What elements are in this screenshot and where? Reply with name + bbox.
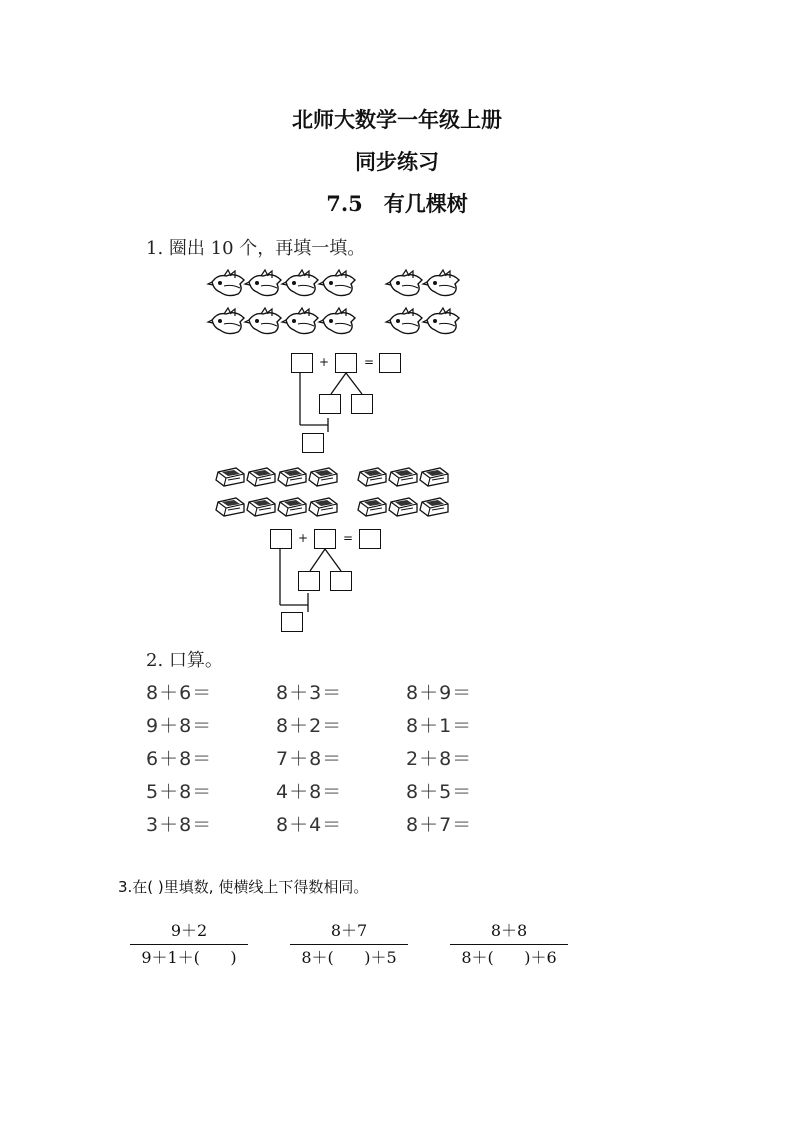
worksheet-title: 北师大数学一年级上册 <box>292 107 502 132</box>
plus-sign: + <box>319 355 330 369</box>
fraction-2 <box>290 918 408 971</box>
math-item: 8＋4＝ <box>276 814 343 836</box>
sum-box-2[interactable] <box>281 612 303 632</box>
math-item: 2＋8＝ <box>406 748 473 770</box>
math-item: 3＋8＝ <box>146 814 213 836</box>
math-item: 9＋8＝ <box>146 715 213 737</box>
fraction-3-top: 8＋8 <box>490 921 528 940</box>
math-item: 8＋3＝ <box>276 682 343 704</box>
fraction-1-top: 9＋2 <box>170 921 208 940</box>
fraction-1 <box>130 918 248 971</box>
math-item: 8＋7＝ <box>406 814 473 836</box>
fraction-2-top: 8＋7 <box>330 921 368 940</box>
math-item: 5＋8＝ <box>146 781 213 803</box>
math-item: 8＋1＝ <box>406 715 473 737</box>
math-item: 4＋8＝ <box>276 781 343 803</box>
math-item: 8＋6＝ <box>146 682 213 704</box>
equals-sign: = <box>364 355 375 369</box>
question-1-prompt: 1. 圈出 10 个，再填一填。 <box>146 238 366 259</box>
fraction-1-bottom[interactable]: 9＋1＋( ) <box>141 948 237 967</box>
plus-sign-2: + <box>298 531 309 545</box>
question-2-prompt: 2. 口算。 <box>146 650 223 671</box>
fraction-3 <box>450 918 568 971</box>
split-box-2a[interactable] <box>298 571 320 591</box>
math-item: 6＋8＝ <box>146 748 213 770</box>
fraction-3-bottom[interactable]: 8＋( )＋6 <box>461 948 557 967</box>
question-3-prompt: 3.在( )里填数, 使横线上下得数相同。 <box>118 878 369 896</box>
equals-sign-2: = <box>343 531 354 545</box>
math-item: 8＋5＝ <box>406 781 473 803</box>
math-item: 8＋9＝ <box>406 682 473 704</box>
fraction-2-bottom[interactable]: 8＋( )＋5 <box>301 948 397 967</box>
lesson-title: 7.5 有几棵树 <box>326 191 468 216</box>
split-box-2b[interactable] <box>330 571 352 591</box>
worksheet-subtitle: 同步练习 <box>355 149 439 174</box>
math-item: 7＋8＝ <box>276 748 343 770</box>
math-item: 8＋2＝ <box>276 715 343 737</box>
